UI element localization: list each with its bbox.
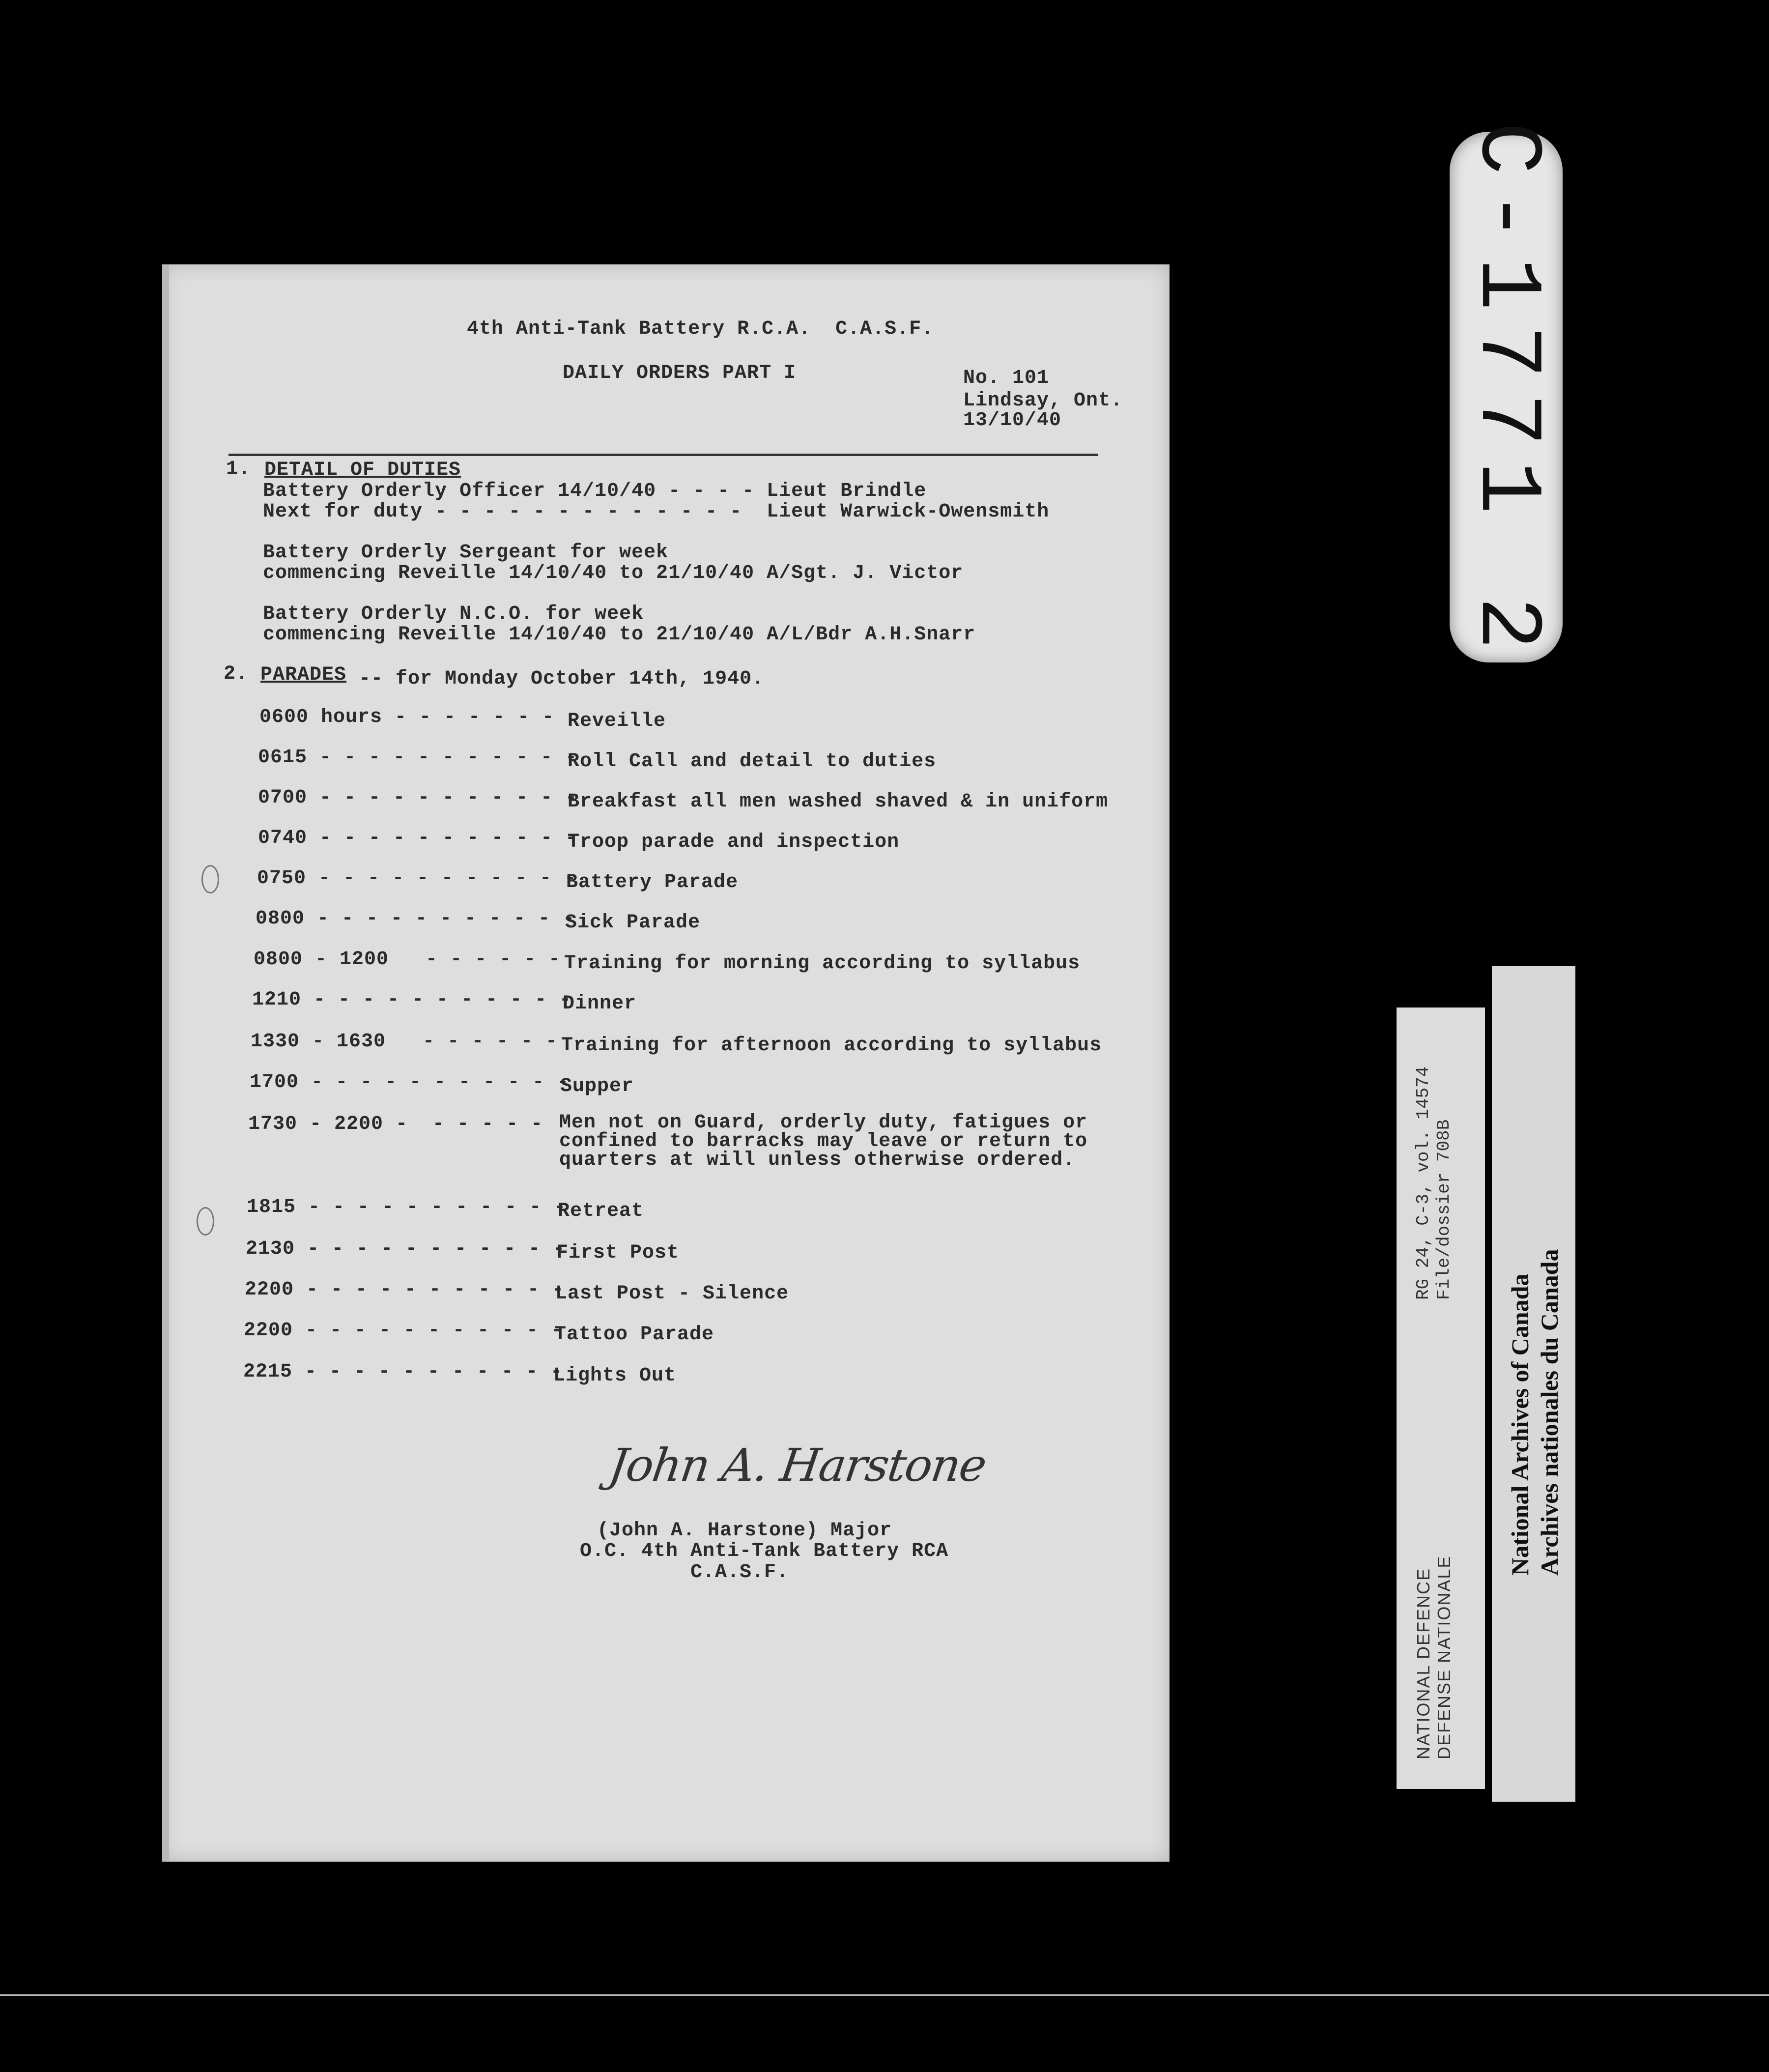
duty-line: commencing Reveille 14/10/40 to 21/10/40 A/Sgt. J. Victor [263,562,964,584]
duties-number: 1. [226,458,251,480]
header-divider [228,454,1098,456]
punch-hole [201,865,219,893]
parade-activity: First Post [556,1242,680,1264]
reel-number-text: C-1771 2 [1456,121,1557,665]
parades-number: 2. [224,663,249,685]
order-date: 13/10/40 [963,409,1062,432]
punch-hole [197,1207,214,1236]
archives-name-fr: Archives nationales du Canada [1536,1249,1563,1576]
parade-time: 1210 - - - - - - - - - - - [252,989,572,1011]
signatory-force: C.A.S.F. [690,1561,789,1583]
parade-time: 0750 - - - - - - - - - - - [257,867,577,890]
parade-activity: Training for morning according to syllabus [564,952,1081,975]
parade-time: 0700 - - - - - - - - - - - [258,787,578,809]
parade-time: 2215 - - - - - - - - - - - [243,1361,563,1383]
parade-activity: Dinner [563,993,637,1015]
reference-line-2: File/dossier 708B [1434,1119,1454,1300]
duty-line: Battery Orderly N.C.O. for week [263,603,644,625]
parade-activity: Breakfast all men washed shaved & in uniform [568,791,1109,813]
parade-time: 0600 hours - - - - - - - [259,706,555,728]
parade-activity: Training for afternoon according to syllabus [561,1035,1102,1057]
order-place: Lindsay, Ont. [963,390,1123,412]
parade-time: 1730 - 2200 - - - - - - [248,1113,543,1135]
parades-heading: PARADES [260,664,347,686]
parade-activity: Supper [560,1075,634,1097]
duty-line: Next for duty - - - - - - - - - - - - - Lieut Warwick-Owensmith [263,501,1050,523]
department-line-2: DEFENSE NATIONALE [1434,1555,1454,1759]
archives-label [1492,966,1575,1802]
document-title: DAILY ORDERS PART I [563,362,797,384]
parade-activity: Reveille [568,710,666,732]
parade-time: 0800 - - - - - - - - - - - [256,908,575,930]
handwritten-signature: John A. Harstone [605,1439,989,1492]
parade-time: 0800 - 1200 - - - - - - [254,949,561,971]
parade-time: 2130 - - - - - - - - - - - [246,1238,566,1260]
archives-name-en: National Archives of Canada [1506,1273,1534,1576]
unit-line: 4th Anti-Tank Battery R.C.A. C.A.S.F. [467,318,934,340]
parade-time: 1330 - 1630 - - - - - - [251,1031,558,1053]
duty-line: Battery Orderly Sergeant for week [263,542,669,564]
reference-line-1: RG 24, C-3, vol. 14574 [1413,1066,1433,1300]
parade-activity: Retreat [558,1200,644,1222]
signatory-role: O.C. 4th Anti-Tank Battery RCA [580,1540,949,1562]
parade-time: 1700 - - - - - - - - - - - [250,1071,570,1094]
parade-activity: Last Post - Silence [555,1283,789,1305]
reference-label [1397,1007,1485,1789]
parades-date: -- for Monday October 14th, 1940. [359,668,765,690]
parade-time: 0740 - - - - - - - - - - - [258,827,578,849]
parade-activity: Lights Out [553,1365,677,1387]
reel-number [1456,121,1557,665]
parade-activity: Tattoo Parade [554,1324,714,1346]
parade-activity: Men not on Guard, orderly duty, fatigues or confined to barracks may leave or return to quarters at will unless otherwise ordered. [559,1112,1088,1171]
parade-time: 2200 - - - - - - - - - - - [244,1320,564,1342]
parade-time: 0615 - - - - - - - - - - - [258,747,578,769]
parade-time: 2200 - - - - - - - - - - - [245,1279,565,1301]
duty-line: Battery Orderly Officer 14/10/40 - - - - Lieut Brindle [263,480,927,502]
duties-heading: DETAIL OF DUTIES [264,459,461,481]
parade-time: 1815 - - - - - - - - - - - [247,1196,567,1218]
order-number: No. 101 [963,367,1050,389]
parade-activity: Troop parade and inspection [568,831,900,853]
department-line-1: NATIONAL DEFENCE [1413,1567,1433,1759]
parade-activity: Sick Parade [565,912,701,934]
signatory-name: (John A. Harstone) Major [597,1520,892,1542]
frame-line [0,1994,1769,1996]
parade-activity: Roll Call and detail to duties [568,750,937,773]
document-page [162,264,1170,1862]
duty-line: commencing Reveille 14/10/40 to 21/10/40 A/L/Bdr A.H.Snarr [263,624,976,646]
parade-activity: Battery Parade [566,871,739,893]
